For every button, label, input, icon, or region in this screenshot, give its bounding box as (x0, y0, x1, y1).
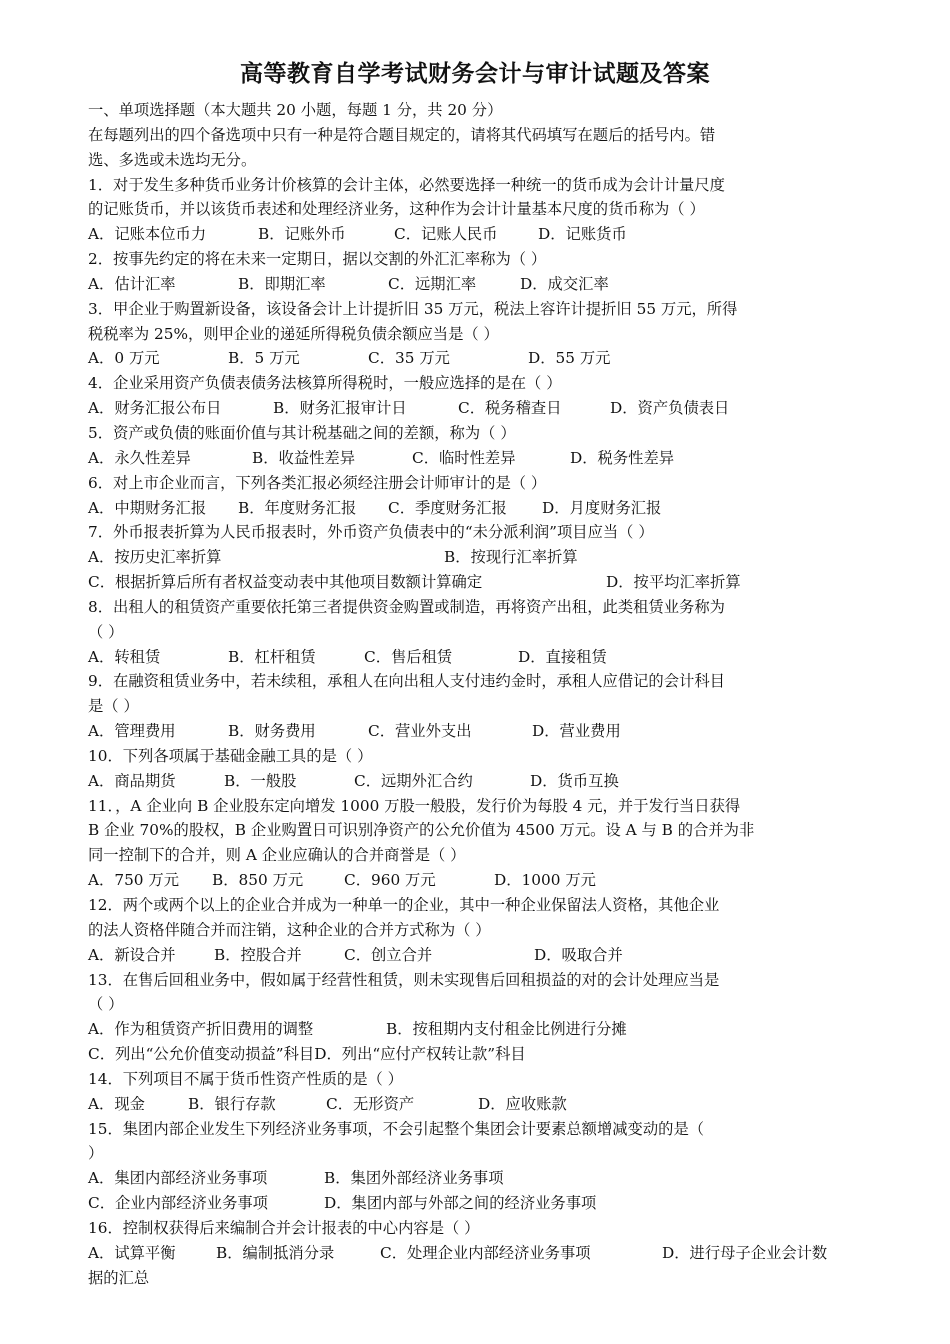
option-c: C．记账人民币 (394, 225, 498, 244)
options-row (88, 769, 888, 794)
option-c: C．无形资产 (326, 1094, 415, 1113)
section-heading: 一、单项选择题（本大题共 20 小题，每题 1 分，共 20 分） (88, 101, 503, 119)
option-c: C．创立合并 (344, 945, 433, 964)
option-d: D．1000 万元 (494, 871, 596, 890)
option-a: A．作为租赁资产折旧费用的调整 (88, 1020, 314, 1039)
option-b: B．5 万元 (228, 349, 300, 368)
option-c: C．远期外汇合约 (354, 771, 473, 790)
options-row (88, 1191, 888, 1216)
options-row (88, 1017, 888, 1042)
option-b: B．850 万元 (212, 871, 304, 890)
option-d: D．列出“应付产权转让款”科目 (314, 1045, 526, 1064)
option-b: B．年度财务汇报 (238, 498, 357, 517)
options-row (88, 1042, 888, 1067)
question-stem-line: 7．外币报表折算为人民币报表时，外币资产负债表中的“未分派利润”项目应当（ ） (88, 523, 654, 542)
question-stem-line: 5．资产或负债的账面价值与其计税基础之间的差额，称为（ ） (88, 423, 516, 442)
option-d: D．集团内部与外部之间的经济业务事项 (324, 1194, 597, 1213)
option-d: D．货币互换 (530, 771, 619, 790)
option-b: B．控股合并 (214, 945, 302, 964)
option-c: C．税务稽查日 (458, 399, 562, 418)
option-d: D．成交汇率 (520, 274, 609, 293)
question-stem-line: 14．下列项目不属于货币性资产性质的是（ ） (88, 1069, 403, 1088)
option-d: D．吸取合并 (534, 945, 623, 964)
options-row (88, 346, 888, 371)
option-b: B．按现行汇率折算 (444, 548, 578, 567)
option-c: C．35 万元 (368, 349, 450, 368)
question-stem-line: （ ） (88, 622, 124, 641)
options-row (88, 943, 888, 968)
options-row-continuation: 据的汇总 (88, 1268, 150, 1287)
question-stem-line: 9．在融资租赁业务中，若未续租，承租人在向出租人支付违约金时，承租人应借记的会计科目 (88, 672, 725, 691)
question-stem-line: B 企业 70%的股权，B 企业购置日可识别净资产的公允价值为 4500 万元。设 A 与 B 的合并为非 (88, 821, 755, 840)
question-stem-line: 10．下列各项属于基础金融工具的是（ ） (88, 746, 373, 765)
options-row (88, 1092, 888, 1117)
option-a: A．商品期货 (88, 771, 176, 790)
question-stem-line: 的法人资格伴随合并而注销，这种企业的合并方式称为（ ） (88, 920, 491, 939)
option-d: D．税务性差异 (570, 448, 675, 467)
options-row (88, 222, 888, 247)
option-c: C．960 万元 (344, 871, 436, 890)
option-b: B．集团外部经济业务事项 (324, 1169, 504, 1188)
option-c: C．处理企业内部经济业务事项 (380, 1243, 591, 1262)
option-a: A．新设合并 (88, 945, 176, 964)
options-row (88, 396, 888, 421)
option-a: A．试算平衡 (88, 1243, 176, 1262)
option-b: B．财务汇报审计日 (273, 399, 407, 418)
option-a: A．永久性差异 (88, 448, 191, 467)
option-a: A．估计汇率 (88, 274, 176, 293)
question-stem-line: 11．，A 企业向 B 企业股东定向增发 1000 万股一般股，发行价为每股 4 元，并于发行当日获得 (88, 796, 741, 815)
option-a: A．按历史汇率折算 (88, 548, 222, 567)
option-b: B．记账外币 (258, 225, 346, 244)
options-row (88, 1166, 888, 1191)
question-stem-line: 税税率为 25%，则甲企业的递延所得税负债余额应当是（ ） (88, 324, 499, 343)
question-stem-line: 2．按事先约定的将在未来一定期日，据以交割的外汇汇率称为（ ） (88, 250, 547, 269)
option-a: A．现金 (88, 1094, 145, 1113)
option-d: D．按平均汇率折算 (606, 573, 741, 592)
document-title: 高等教育自学考试财务会计与审计试题及答案 (240, 61, 710, 87)
option-c: C．售后租赁 (364, 647, 453, 666)
option-c: C．远期汇率 (388, 274, 477, 293)
option-a: A．转租赁 (88, 647, 161, 666)
option-d: D．营业费用 (532, 722, 621, 741)
option-b: B．编制抵消分录 (216, 1243, 335, 1262)
options-row (88, 1241, 888, 1266)
option-d: D．应收账款 (478, 1094, 567, 1113)
options-row (88, 496, 888, 521)
instruction-line: 选、多选或未选均无分。 (88, 150, 257, 169)
options-row (88, 868, 888, 893)
option-a: A．中期财务汇报 (88, 498, 207, 517)
question-stem-line: 15．集团内部企业发生下列经济业务事项，不会引起整个集团会计要素总额增减变动的是（ (88, 1119, 705, 1138)
question-stem-line: 6．对上市企业而言，下列各类汇报必须经注册会计师审计的是（ ） (88, 473, 547, 492)
option-c: C．季度财务汇报 (388, 498, 507, 517)
option-a: A．记账本位币力 (88, 225, 207, 244)
options-row (88, 719, 888, 744)
question-stem-line: 是（ ） (88, 697, 139, 716)
question-stem-line: 4．企业采用资产负债表债务法核算所得税时，一般应选择的是在（ ） (88, 374, 562, 393)
options-row (88, 446, 888, 471)
question-stem-line: 同一控制下的合并，则 A 企业应确认的合并商誉是（ ） (88, 846, 466, 865)
option-a: A．管理费用 (88, 722, 176, 741)
option-b: B．财务费用 (228, 722, 316, 741)
question-stem-line: （ ） (88, 995, 124, 1014)
options-row (88, 545, 888, 570)
document-body (88, 98, 888, 1291)
option-b: B．即期汇率 (238, 274, 326, 293)
question-stem-line: 8．出租人的租赁资产重要依托第三者提供资金购置或制造，再将资产出租，此类租赁业务称为 (88, 597, 725, 616)
option-d: D．直接租赁 (518, 647, 607, 666)
option-c: C．企业内部经济业务事项 (88, 1194, 268, 1213)
question-stem-line: 16．控制权获得后来编制合并会计报表的中心内容是（ ） (88, 1218, 480, 1237)
option-d: D．进行母子企业会计数 (662, 1243, 828, 1262)
instruction-line: 在每题列出的四个备选项中只有一种是符合题目规定的，请将其代码填写在题后的括号内。错 (88, 125, 716, 144)
question-stem-line: 12．两个或两个以上的企业合并成为一种单一的企业，其中一种企业保留法人资格，其他企业 (88, 896, 720, 914)
question-stem-line: 3．甲企业于购置新设备，该设备会计上计提折旧 35 万元，税法上容许计提折旧 55 万元，所得 (88, 299, 738, 318)
option-d: D．月度财务汇报 (542, 498, 662, 517)
question-stem-line: ） (88, 1144, 104, 1163)
option-d: D．资产负债表日 (610, 399, 730, 418)
option-c: C．列出“公允价值变动损益”科目 (88, 1045, 315, 1064)
options-row (88, 645, 888, 670)
option-b: B．按租期内支付租金比例进行分摊 (386, 1020, 627, 1039)
question-stem-line: 的记账货币，并以该货币表述和处理经济业务，这种作为会计计量基本尺度的货币称为（ ） (88, 200, 705, 219)
question-stem-line: 13．在售后回租业务中，假如属于经营性租赁，则未实现售后回租损益的对的会计处理应当是 (88, 970, 720, 989)
option-b: B．杠杆租赁 (228, 647, 316, 666)
option-b: B．银行存款 (188, 1094, 276, 1113)
option-b: B．收益性差异 (252, 448, 356, 467)
option-c: C．根据折算后所有者权益变动表中其他项目数额计算确定 (88, 573, 483, 592)
option-d: D．55 万元 (528, 349, 611, 368)
option-d: D．记账货币 (538, 225, 627, 244)
option-a: A．750 万元 (88, 871, 179, 890)
option-c: C．营业外支出 (368, 722, 472, 741)
option-a: A．财务汇报公布日 (88, 399, 222, 418)
options-row (88, 272, 888, 297)
options-row (88, 570, 888, 595)
option-c: C．临时性差异 (412, 448, 516, 467)
question-stem-line: 1．对于发生多种货币业务计价核算的会计主体，必然要选择一种统一的货币成为会计计量尺度 (88, 175, 725, 194)
option-a: A．集团内部经济业务事项 (88, 1169, 268, 1188)
option-a: A．0 万元 (88, 349, 160, 368)
option-b: B．一般股 (224, 771, 297, 790)
